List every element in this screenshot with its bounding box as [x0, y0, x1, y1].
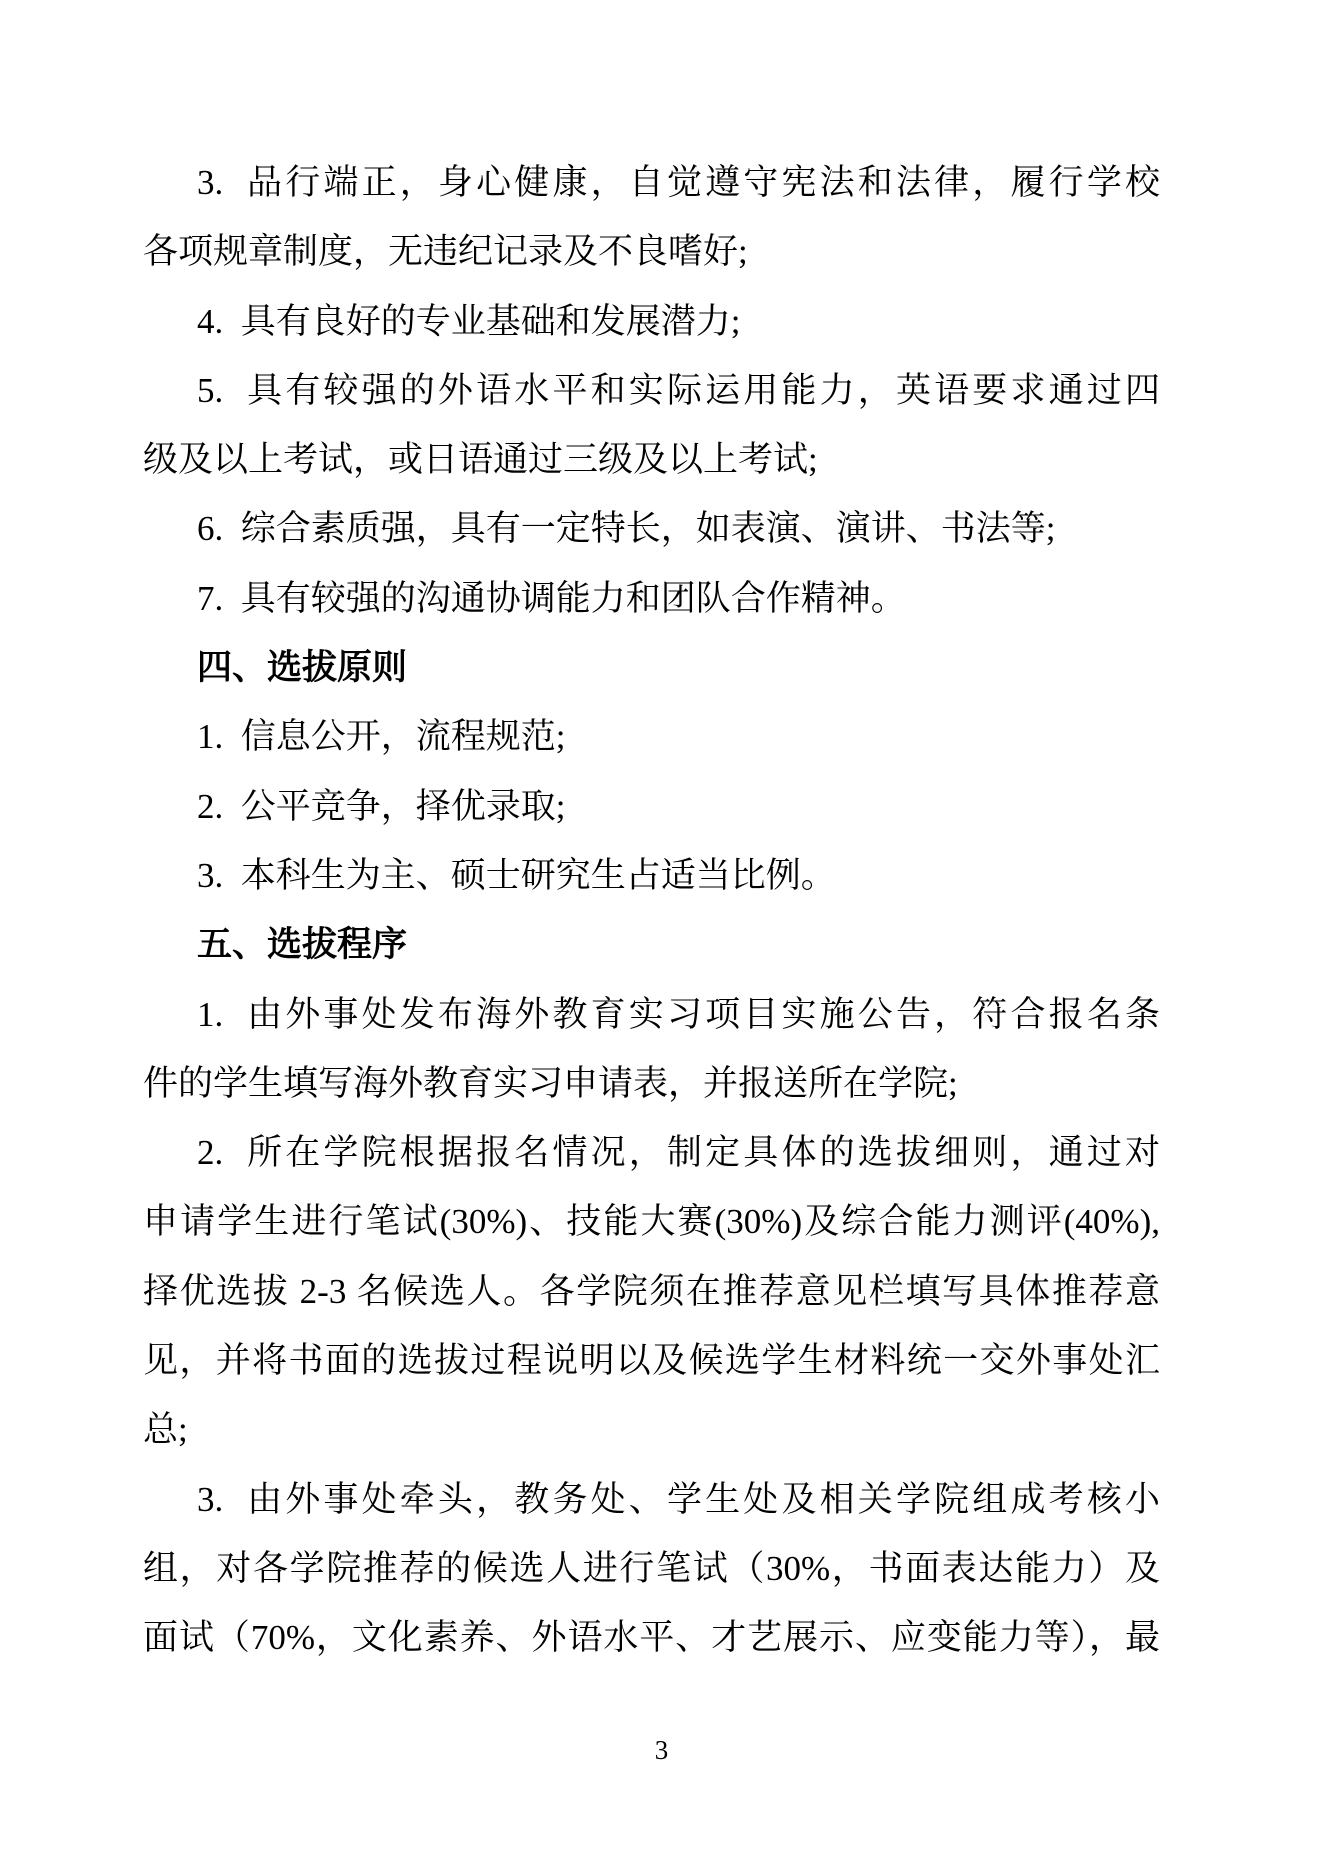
section-heading: 五、选拔程序: [197, 925, 408, 965]
text-line: 1. 信息公开，流程规范;: [197, 717, 566, 757]
text-line: 3. 本科生为主、硕士研究生占适当比例。: [197, 855, 836, 895]
text-line: 各项规章制度，无违纪记录及不良嗜好;: [143, 232, 748, 272]
text-line: 5. 具有较强的外语水平和实际运用能力，英语要求通过四: [197, 370, 1160, 410]
text-line: 2. 公平竞争，择优录取;: [197, 786, 566, 826]
text-line: 择优选拔 2-3 名候选人。各学院须在推荐意见栏填写具体推荐意: [143, 1271, 1160, 1311]
text-line: 3. 品行端正，身心健康，自觉遵守宪法和法律，履行学校: [197, 163, 1160, 202]
text-line: 总;: [143, 1410, 188, 1450]
text-line: 件的学生填写海外教育实习申请表，并报送所在学院;: [143, 1063, 958, 1103]
text-line: 1. 由外事处发布海外教育实习项目实施公告，符合报名条: [197, 994, 1160, 1034]
text-line: 面试（70%，文化素养、外语水平、才艺展示、应变能力等），最: [143, 1618, 1160, 1658]
text-line: 见，并将书面的选拔过程说明以及候选学生材料统一交外事处汇: [143, 1341, 1160, 1381]
text-line: 组，对各学院推荐的候选人进行笔试（30%，书面表达能力）及: [143, 1548, 1160, 1588]
text-line: 7. 具有较强的沟通协调能力和团队合作精神。: [197, 578, 906, 618]
text-line: 4. 具有良好的专业基础和发展潜力;: [197, 301, 741, 341]
document-body: [143, 148, 1160, 1673]
text-line: 申请学生进行笔试(30%)、技能大赛(30%)及综合能力测评(40%),: [143, 1202, 1160, 1242]
section-heading: 四、选拔原则: [197, 648, 408, 688]
text-line: 6. 综合素质强，具有一定特长，如表演、演讲、书法等;: [197, 509, 1056, 549]
text-line: 级及以上考试，或日语通过三级及以上考试;: [143, 440, 818, 480]
page-number: 3: [654, 1735, 669, 1765]
text-line: 2. 所在学院根据报名情况，制定具体的选拔细则，通过对: [197, 1133, 1160, 1173]
text-line: 3. 由外事处牵头，教务处、学生处及相关学院组成考核小: [197, 1479, 1160, 1519]
